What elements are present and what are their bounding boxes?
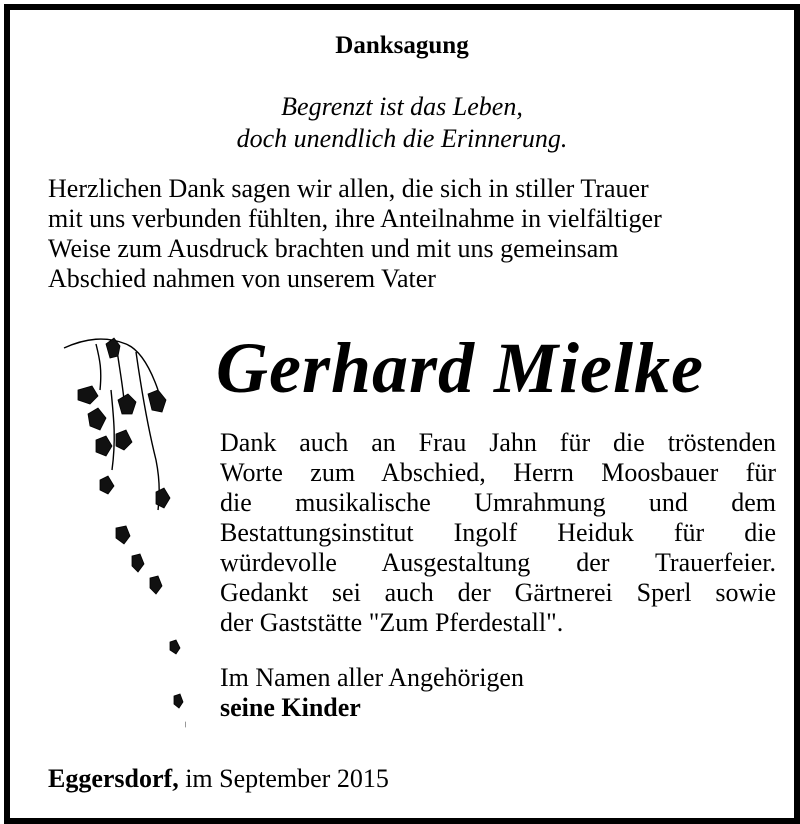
obituary-notice	[4, 4, 800, 824]
thanks-line: Worte zum Abschied, Herrn Moosbauer für	[220, 458, 776, 487]
motto-line: Begrenzt ist das Leben,	[281, 92, 523, 121]
thanks-line: Dank auch an Frau Jahn für die tröstenden	[220, 428, 776, 457]
thanks-line: der Gaststätte "Zum Pferdestall".	[220, 608, 564, 637]
date-text: im September 2015	[185, 764, 389, 793]
intro-line: Herzlichen Dank sagen wir allen, die sich in stiller Trauer	[48, 174, 649, 203]
thanks-line: Gedankt sei auch der Gärtnerei Sperl sowie	[220, 578, 776, 607]
signoff	[220, 663, 524, 723]
signature: seine Kinder	[220, 693, 361, 722]
thanks-line: die musikalische Umrahmung und dem	[220, 488, 776, 517]
intro-line: mit uns verbunden fühlten, ihre Anteilnahme in vielfältiger	[48, 204, 662, 233]
intro-paragraph	[48, 174, 780, 294]
thanks-line: Bestattungsinstitut Ingolf Heiduk für die	[220, 518, 776, 547]
intro-line: Weise zum Ausdruck brachten und mit uns gemeinsam	[48, 234, 619, 263]
memorial-motto	[10, 91, 794, 155]
thanks-paragraph	[220, 428, 776, 638]
birch-branch-icon	[56, 330, 186, 730]
deceased-name: Gerhard Mielke	[216, 328, 704, 408]
notice-heading: Danksagung	[335, 32, 469, 59]
intro-line: Abschied nahmen von unserem Vater	[48, 264, 436, 293]
place-date	[48, 763, 389, 795]
thanks-line: würdevolle Ausgestaltung der Trauerfeier.	[220, 548, 776, 577]
signoff-line: Im Namen aller Angehörigen	[220, 663, 524, 692]
motto-line: doch unendlich die Erinnerung.	[236, 124, 568, 153]
place-name: Eggersdorf,	[48, 764, 179, 793]
